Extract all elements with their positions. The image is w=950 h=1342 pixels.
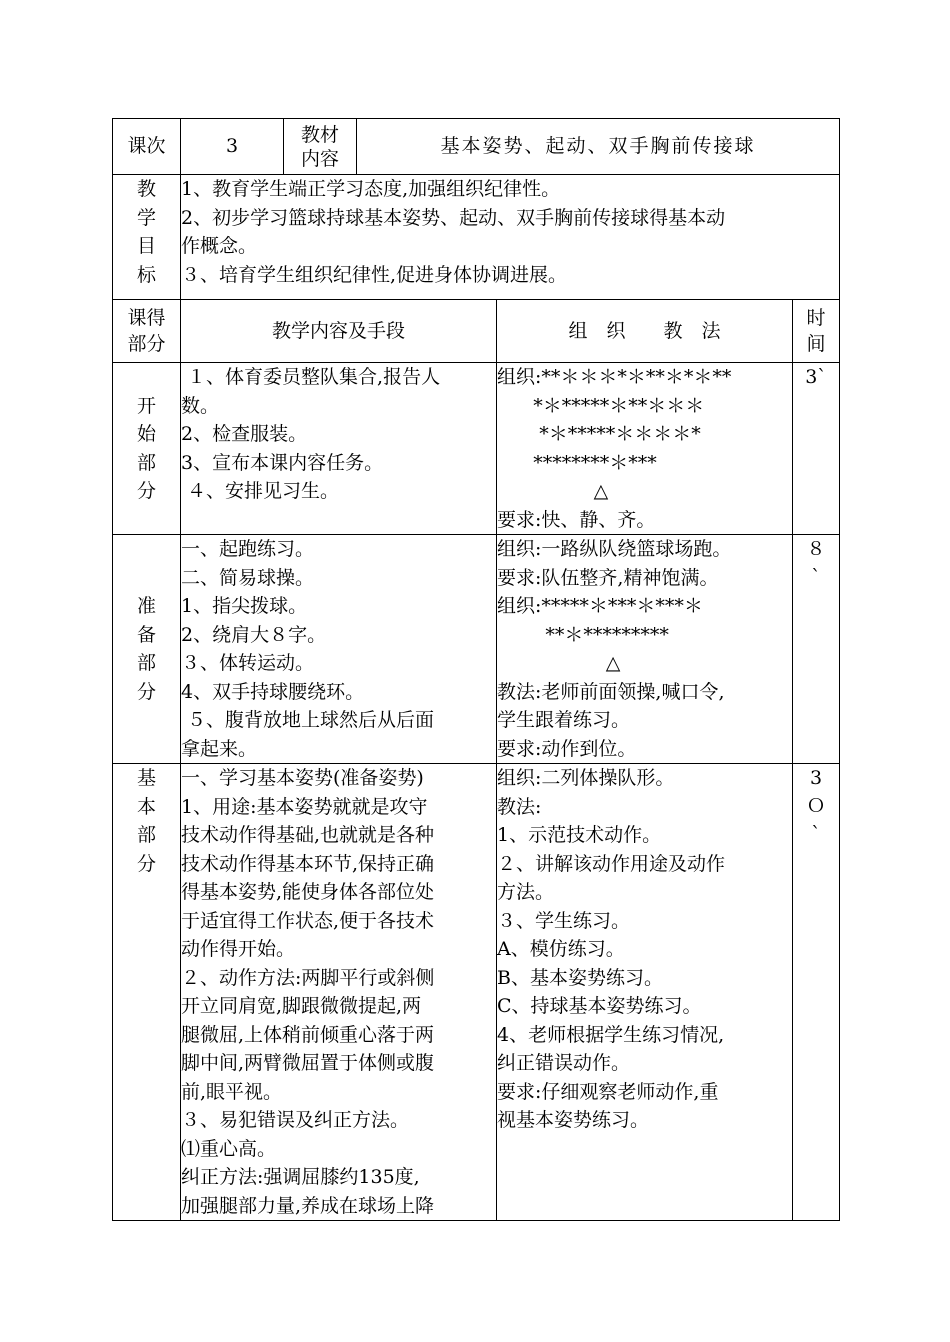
start-label-char: 分 xyxy=(136,480,156,502)
objectives-label-char: 标 xyxy=(136,263,156,286)
start-method-line: 组织:**＊＊＊*＊**＊*＊** xyxy=(497,366,732,388)
objective-line: ３、培育学生组织纪律性,促进身体协调进展。 xyxy=(181,263,568,286)
start-label-char: 开 xyxy=(136,394,156,417)
start-label-char: 部 xyxy=(136,451,156,474)
basic-time-digit: Ｏ xyxy=(806,795,826,817)
start-section-row xyxy=(113,363,840,535)
basic-section-method xyxy=(497,764,793,1221)
start-method-line: *＊*****＊**＊＊＊ xyxy=(497,394,705,417)
basic-method-line: 方法。 xyxy=(497,881,555,903)
prep-method-line: 要求:动作到位。 xyxy=(497,737,637,760)
basic-content-line: 腿微屈,上体稍前倾重心落于两 xyxy=(181,1023,435,1046)
prep-section-row xyxy=(113,535,840,764)
material-label-line2: 内容 xyxy=(300,147,339,170)
prep-method-line: 组织:*****＊***＊***＊ xyxy=(497,595,703,617)
time-label-line1: 时 xyxy=(806,307,826,329)
prep-time-value: ８ xyxy=(806,538,826,560)
basic-method-line: C、持球基本姿势练习。 xyxy=(497,995,702,1017)
prep-section-content xyxy=(181,535,497,764)
basic-label-char: 本 xyxy=(136,795,156,818)
basic-label-char: 基 xyxy=(136,767,156,789)
basic-method-line: 要求:仔细观察老师动作,重 xyxy=(497,1080,719,1103)
prep-label-char: 部 xyxy=(136,652,156,674)
prep-content-line: ５、腹背放地上球然后从后面 xyxy=(181,709,435,731)
prep-content-line: 1、指尖拨球。 xyxy=(181,595,308,617)
objectives-content xyxy=(181,175,840,300)
start-section-label xyxy=(113,363,181,535)
basic-content-line: 技术动作得基础,也就就是各种 xyxy=(181,824,435,846)
basic-section-label xyxy=(113,764,181,1221)
basic-section-time xyxy=(793,764,840,1221)
basic-content-line: 于适宜得工作状态,便于各技术 xyxy=(181,909,435,932)
objectives-row xyxy=(113,175,840,300)
basic-content-line: ⑴重心高。 xyxy=(181,1137,277,1160)
objectives-label xyxy=(113,175,181,300)
basic-method-line: B、基本姿势练习。 xyxy=(497,966,663,989)
objectives-label-char: 学 xyxy=(136,206,156,229)
part-label xyxy=(113,300,181,363)
basic-section-row xyxy=(113,764,840,1221)
prep-method-line: 组织:一路纵队绕篮球场跑。 xyxy=(497,538,732,560)
start-section-time xyxy=(793,363,840,535)
prep-label-char: 备 xyxy=(136,623,156,646)
material-content: 基本姿势、起动、双手胸前传接球 xyxy=(357,119,840,175)
start-content-line: 数。 xyxy=(181,394,220,417)
basic-content-line: 一、学习基本姿势(准备姿势) xyxy=(181,767,424,789)
content-header: 教学内容及手段 xyxy=(181,300,497,363)
start-method-line: 要求:快、静、齐。 xyxy=(497,508,656,531)
time-header xyxy=(793,300,840,363)
part-label-line1: 课得 xyxy=(127,307,166,329)
basic-content-line: ２、动作方法:两脚平行或斜侧 xyxy=(181,966,435,989)
prep-section-label xyxy=(113,535,181,764)
start-content-line: 3、宣布本课内容任务。 xyxy=(181,451,384,474)
material-label xyxy=(284,119,357,175)
basic-content-line: 脚中间,两臂微屈置于体侧或腹 xyxy=(181,1052,435,1074)
prep-method-line: △ xyxy=(497,652,621,674)
basic-content-line: 加强腿部力量,养成在球场上降 xyxy=(181,1194,435,1217)
basic-content-line: 动作得开始。 xyxy=(181,938,296,960)
start-method-line: *＊*****＊＊＊＊* xyxy=(497,423,701,445)
start-method-line: ********＊*** xyxy=(497,451,657,474)
time-label-line2: 间 xyxy=(806,333,826,355)
basic-content-line: 1、用途:基本姿势就就是攻守 xyxy=(181,795,428,818)
basic-content-line: 开立同肩宽,脚跟微微提起,两 xyxy=(181,995,422,1017)
start-label-char: 始 xyxy=(136,423,156,445)
objective-line: 2、初步学习篮球持球基本姿势、起动、双手胸前传接球得基本动 xyxy=(181,206,726,229)
basic-section-content xyxy=(181,764,497,1221)
basic-time-digit: 3 xyxy=(809,767,823,789)
basic-method-line: 组织:二列体操队形。 xyxy=(497,767,675,789)
basic-method-line: 1、示范技术动作。 xyxy=(497,824,662,846)
basic-method-line: ３、学生练习。 xyxy=(497,909,631,932)
prep-content-line: ３、体转运动。 xyxy=(181,652,315,674)
prep-section-time xyxy=(793,535,840,764)
start-method-line: △ xyxy=(497,480,609,502)
start-section-content xyxy=(181,363,497,535)
basic-content-line: 纠正方法:强调屈膝约135度, xyxy=(181,1166,420,1188)
basic-content-line: 得基本姿势,能使身体各部位处 xyxy=(181,881,435,903)
prep-method-line: 要求:队伍整齐,精神饱满。 xyxy=(497,566,719,589)
basic-label-char: 分 xyxy=(136,852,156,875)
lesson-number: 3 xyxy=(181,119,284,175)
lesson-plan-table xyxy=(112,118,840,1221)
header-row xyxy=(113,119,840,175)
prep-section-method xyxy=(497,535,793,764)
basic-method-line: 4、老师根据学生练习情况, xyxy=(497,1023,725,1046)
prep-label-char: 分 xyxy=(136,680,156,703)
objective-line: 1、教育学生端正学习态度,加强组织纪律性。 xyxy=(181,178,561,200)
prep-method-line: 教法:老师前面领操,喊口令, xyxy=(497,680,725,703)
objectives-label-char: 目 xyxy=(136,235,156,257)
start-section-method xyxy=(497,363,793,535)
start-time-value: 3` xyxy=(805,366,827,388)
prep-method-line: 学生跟着练习。 xyxy=(497,709,631,731)
basic-content-line: 技术动作得基本环节,保持正确 xyxy=(181,852,435,875)
prep-content-line: 二、简易球操。 xyxy=(181,566,315,589)
basic-content-line: ３、易犯错误及纠正方法。 xyxy=(181,1109,410,1131)
method-header: 组 织 教 法 xyxy=(497,300,793,363)
objectives-label-char: 教 xyxy=(136,178,156,200)
basic-method-line: 视基本姿势练习。 xyxy=(497,1109,650,1131)
start-content-line: 2、检查服装。 xyxy=(181,423,308,445)
basic-time-unit: ` xyxy=(811,823,821,845)
lesson-label: 课次 xyxy=(113,119,181,175)
basic-method-line: 纠正错误动作。 xyxy=(497,1052,631,1074)
basic-method-line: ２、讲解该动作用途及动作 xyxy=(497,852,726,875)
prep-content-line: 一、起跑练习。 xyxy=(181,538,315,560)
prep-method-line: **＊********* xyxy=(497,623,669,646)
basic-method-line: 教法: xyxy=(497,795,542,818)
objective-line: 作概念。 xyxy=(181,235,258,257)
material-label-line1: 教材 xyxy=(300,123,339,146)
prep-time-unit: ` xyxy=(811,566,821,588)
start-content-line: ４、安排见习生。 xyxy=(181,480,340,502)
section-header-row xyxy=(113,300,840,363)
prep-content-line: 拿起来。 xyxy=(181,737,258,760)
start-content-line: １、体育委员整队集合,报告人 xyxy=(181,366,441,388)
prep-content-line: 2、绕肩大８字。 xyxy=(181,623,327,646)
basic-content-line: 前,眼平视。 xyxy=(181,1080,283,1103)
part-label-line2: 部分 xyxy=(127,333,166,355)
prep-label-char: 准 xyxy=(136,595,156,617)
basic-label-char: 部 xyxy=(136,824,156,846)
basic-method-line: A、模仿练习。 xyxy=(497,938,625,960)
prep-content-line: 4、双手持球腰绕环。 xyxy=(181,680,365,703)
